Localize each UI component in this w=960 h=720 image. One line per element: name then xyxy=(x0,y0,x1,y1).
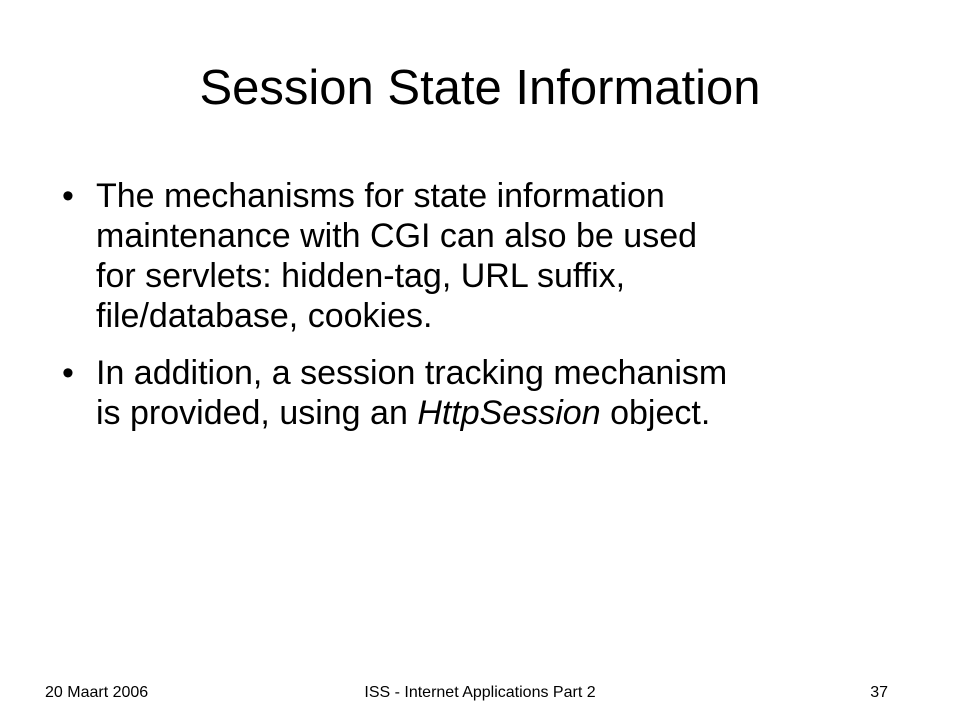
bullet-icon: • xyxy=(62,177,74,215)
bullet-text-line xyxy=(96,393,922,433)
bullet-icon: • xyxy=(62,354,74,392)
slide-title: Session State Information xyxy=(199,61,761,115)
footer-course-title: ISS - Internet Applications Part 2 xyxy=(364,684,596,701)
bullet-text-line: file/database, cookies. xyxy=(96,297,433,335)
bullet-list xyxy=(62,176,922,450)
bullet-item xyxy=(62,353,922,433)
bullet-item xyxy=(62,176,922,336)
footer-page-number: 37 xyxy=(870,684,888,701)
bullet-text-segment: object. xyxy=(600,394,711,432)
bullet-text-line: maintenance with CGI can also be used xyxy=(96,217,698,255)
bullet-text-segment: is provided, using an xyxy=(96,394,418,432)
footer-date: 20 Maart 2006 xyxy=(45,684,149,701)
bullet-text-line: In addition, a session tracking mechanism xyxy=(96,354,728,392)
bullet-text-line: The mechanisms for state information xyxy=(96,177,665,215)
bullet-text-line: for servlets: hidden-tag, URL suffix, xyxy=(96,257,626,295)
bullet-text-emphasis: HttpSession xyxy=(417,394,601,432)
